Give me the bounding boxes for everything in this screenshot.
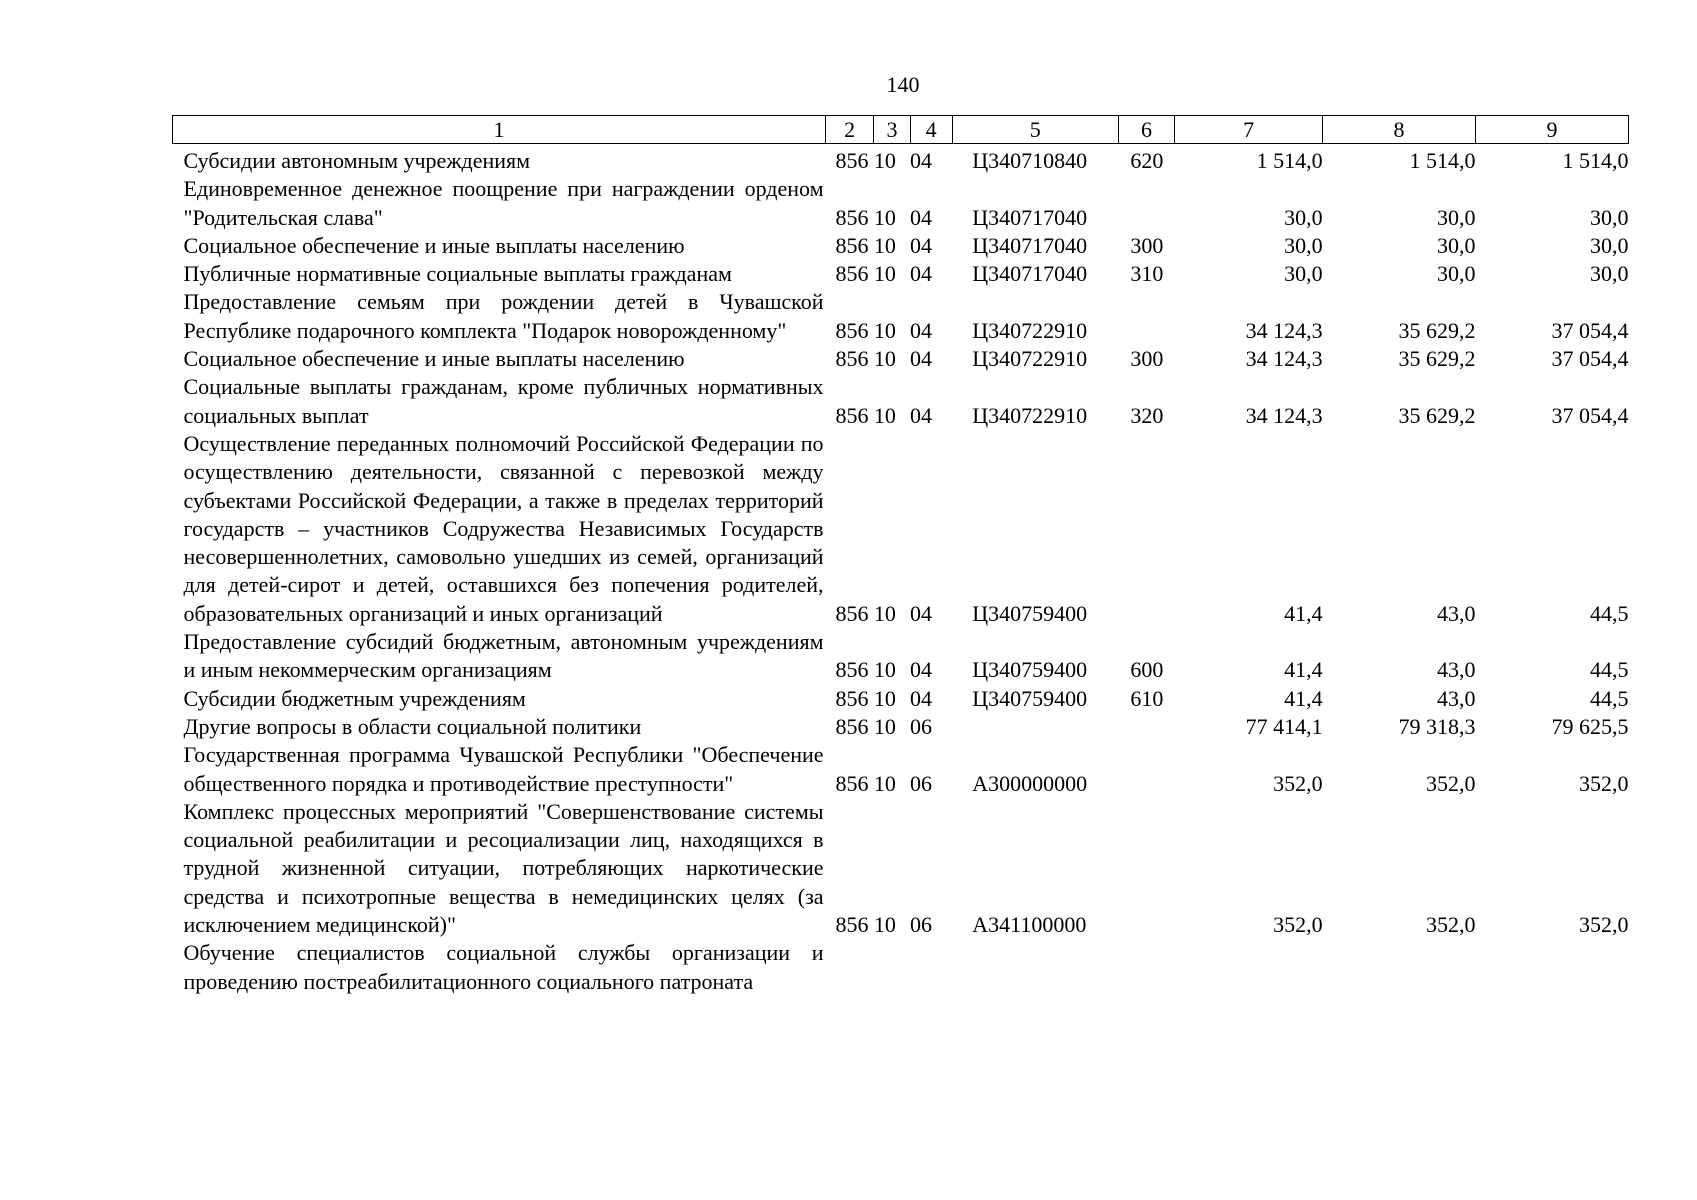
row-target-article-cell xyxy=(952,713,1118,741)
table-row xyxy=(173,798,1629,939)
column-header: 4 xyxy=(910,116,952,144)
row-amount-year1-cell: 41,4 xyxy=(1284,685,1323,711)
column-header: 1 xyxy=(173,116,826,144)
row-amount-year3-cell: 79 625,5 xyxy=(1551,713,1629,739)
row-expense-type-cell: 620 xyxy=(1130,148,1164,173)
row-amount-year1-cell: 1 514,0 xyxy=(1256,148,1323,173)
row-section-cell: 10 xyxy=(873,232,896,258)
row-subsection-cell: 04 xyxy=(910,402,933,428)
row-amount-year3-cell: 1 514,0 xyxy=(1562,148,1629,173)
row-name-cell: Государственная программа Чувашской Республики "Обеспечение общественного порядка и противодействие преступности" xyxy=(183,742,824,796)
row-amount-year3-cell: 37 054,4 xyxy=(1551,402,1629,428)
row-amount-year2-cell: 30,0 xyxy=(1437,232,1476,258)
row-grbs-cell: 856 xyxy=(835,600,869,626)
row-expense-type-cell: 320 xyxy=(1130,402,1164,428)
row-amount-year1-cell: 41,4 xyxy=(1284,657,1323,683)
table-header xyxy=(173,116,1629,144)
row-grbs-cell: 856 xyxy=(835,317,869,343)
row-subsection-cell: 04 xyxy=(910,232,933,258)
row-expense-type-cell xyxy=(1118,430,1174,628)
row-subsection-cell: 04 xyxy=(910,317,933,343)
row-expense-type-cell: 300 xyxy=(1130,346,1164,372)
table-row xyxy=(173,939,1629,996)
table-row xyxy=(173,713,1629,741)
row-expense-type-cell xyxy=(1118,288,1174,345)
row-grbs-cell: 856 xyxy=(835,685,869,711)
row-section-cell: 10 xyxy=(873,261,896,287)
row-amount-year1-cell: 30,0 xyxy=(1284,232,1323,258)
row-name-cell: Социальное обеспечение и иные выплаты населению xyxy=(183,232,685,258)
row-amount-year3-cell: 44,5 xyxy=(1590,685,1629,711)
row-target-article-cell: Ц340759400 xyxy=(972,600,1088,626)
row-amount-year2-cell: 43,0 xyxy=(1437,685,1476,711)
row-grbs-cell: 856 xyxy=(835,232,869,258)
row-section-cell: 10 xyxy=(873,713,896,739)
row-name-cell: Единовременное денежное поощрение при награждении орденом "Родительская слава" xyxy=(183,176,824,230)
row-section-cell: 10 xyxy=(873,317,896,343)
row-subsection-cell: 04 xyxy=(910,148,933,173)
row-section-cell: 10 xyxy=(873,770,896,796)
row-amount-year1-cell: 352,0 xyxy=(1273,770,1323,796)
table-row xyxy=(173,741,1629,798)
row-target-article-cell: Ц340759400 xyxy=(972,657,1088,683)
row-expense-type-cell xyxy=(1118,175,1174,232)
row-subsection-cell: 06 xyxy=(910,912,933,938)
row-amount-year2-cell: 35 629,2 xyxy=(1398,317,1476,343)
row-target-article-cell: Ц340722910 xyxy=(972,402,1088,428)
row-amount-year3-cell: 30,0 xyxy=(1590,204,1629,230)
row-target-article-cell: Ц340722910 xyxy=(972,346,1088,372)
row-amount-year2-cell: 35 629,2 xyxy=(1398,402,1476,428)
table-row xyxy=(173,175,1629,232)
row-target-article-cell: А300000000 xyxy=(972,770,1088,796)
row-expense-type-cell xyxy=(1118,713,1174,741)
column-header: 2 xyxy=(826,116,874,144)
row-amount-year3-cell: 37 054,4 xyxy=(1551,346,1629,372)
row-target-article-cell: Ц340759400 xyxy=(972,685,1088,711)
row-subsection-cell: 04 xyxy=(910,685,933,711)
table-row xyxy=(173,345,1629,373)
row-grbs-cell: 856 xyxy=(835,148,869,173)
row-amount-year2-cell: 1 514,0 xyxy=(1409,148,1476,173)
row-grbs-cell: 856 xyxy=(835,261,869,287)
row-grbs-cell: 856 xyxy=(835,657,869,683)
table-row xyxy=(173,373,1629,430)
row-amount-year3-cell: 30,0 xyxy=(1590,232,1629,258)
budget-table xyxy=(172,115,1629,996)
table-row xyxy=(173,260,1629,288)
row-subsection-cell: 06 xyxy=(910,713,933,739)
row-expense-type-cell xyxy=(1118,798,1174,939)
row-amount-year2-cell: 43,0 xyxy=(1437,600,1476,626)
row-section-cell: 10 xyxy=(873,204,896,230)
column-header: 7 xyxy=(1175,116,1323,144)
row-amount-year2-cell: 352,0 xyxy=(1426,912,1476,938)
row-section-cell: 10 xyxy=(873,346,896,372)
row-amount-year2-cell: 30,0 xyxy=(1437,204,1476,230)
column-header: 8 xyxy=(1323,116,1476,144)
row-section-cell: 10 xyxy=(873,148,896,173)
row-grbs-cell: 856 xyxy=(835,770,869,796)
row-amount-year2-cell: 35 629,2 xyxy=(1398,346,1476,372)
row-section-cell: 10 xyxy=(873,600,896,626)
row-amount-year3-cell: 352,0 xyxy=(1579,912,1629,938)
row-subsection-cell: 04 xyxy=(910,600,933,626)
row-amount-year2-cell: 30,0 xyxy=(1437,261,1476,287)
row-section-cell: 10 xyxy=(873,657,896,683)
table-row xyxy=(173,232,1629,260)
row-expense-type-cell: 600 xyxy=(1130,657,1164,683)
row-subsection-cell xyxy=(910,939,952,996)
row-name-cell: Предоставление субсидий бюджетным, автономным учреждениям и иным некоммерческим организациям xyxy=(183,629,824,683)
row-subsection-cell: 04 xyxy=(910,261,933,287)
row-expense-type-cell: 610 xyxy=(1130,685,1164,711)
row-expense-type-cell: 300 xyxy=(1130,232,1164,258)
row-amount-year1-cell: 77 414,1 xyxy=(1245,713,1323,739)
row-amount-year1-cell xyxy=(1175,939,1323,996)
row-grbs-cell: 856 xyxy=(835,402,869,428)
table-row xyxy=(173,288,1629,345)
row-amount-year1-cell: 41,4 xyxy=(1284,600,1323,626)
row-subsection-cell: 04 xyxy=(910,657,933,683)
row-amount-year2-cell: 43,0 xyxy=(1437,657,1476,683)
row-amount-year2-cell: 352,0 xyxy=(1426,770,1476,796)
row-target-article-cell: Ц340717040 xyxy=(972,261,1088,287)
row-section-cell: 10 xyxy=(873,402,896,428)
row-name-cell: Комплекс процессных мероприятий "Совершенствование системы социальной реабилитации и ресоциализации лиц, находящихся в трудной жизненной ситуации, потребляющих наркотические средства и психотропные вещества в немедицинских целях (за исключением медицинской)" xyxy=(183,798,824,938)
row-name-cell: Осуществление переданных полномочий Российской Федерации по осуществлению деятельности, связанной с перевозкой между субъектами Российской Федерации, а также в пределах территорий государств – участников Содружества Независимых Государств несовершеннолетних, самовольно ушедших из семей, организаций для детей-сирот и детей, оставшихся без попечения родителей, образовательных организаций и иных организаций xyxy=(183,430,824,626)
table-row xyxy=(173,430,1629,628)
row-section-cell: 10 xyxy=(873,685,896,711)
row-grbs-cell: 856 xyxy=(835,912,869,938)
row-amount-year3-cell: 44,5 xyxy=(1590,600,1629,626)
row-amount-year1-cell: 352,0 xyxy=(1273,912,1323,938)
row-amount-year1-cell: 30,0 xyxy=(1284,204,1323,230)
row-amount-year3-cell xyxy=(1476,939,1629,996)
row-amount-year1-cell: 34 124,3 xyxy=(1245,317,1323,343)
row-target-article-cell: Ц340717040 xyxy=(972,204,1088,230)
row-name-cell: Публичные нормативные социальные выплаты гражданам xyxy=(183,261,732,287)
row-grbs-cell xyxy=(826,939,874,996)
table-row xyxy=(173,628,1629,685)
row-amount-year2-cell xyxy=(1323,939,1476,996)
row-amount-year1-cell: 34 124,3 xyxy=(1245,346,1323,372)
table-row xyxy=(173,144,1629,176)
row-grbs-cell: 856 xyxy=(835,713,869,739)
row-subsection-cell: 04 xyxy=(910,346,933,372)
row-name-cell: Субсидии бюджетным учреждениям xyxy=(183,685,526,711)
row-amount-year3-cell: 352,0 xyxy=(1579,770,1629,796)
row-name-cell: Обучение специалистов социальной службы организации и проведению постреабилитационного социального патроната xyxy=(183,940,824,994)
table-body xyxy=(173,144,1629,996)
column-header: 3 xyxy=(874,116,910,144)
row-section-cell: 10 xyxy=(873,912,896,938)
row-amount-year1-cell: 30,0 xyxy=(1284,261,1323,287)
row-name-cell: Субсидии автономным учреждениям xyxy=(183,148,531,173)
row-target-article-cell: А341100000 xyxy=(972,912,1087,938)
table-row xyxy=(173,685,1629,713)
row-grbs-cell: 856 xyxy=(835,204,869,230)
column-header: 6 xyxy=(1118,116,1174,144)
row-target-article-cell: Ц340717040 xyxy=(972,232,1088,258)
row-target-article-cell xyxy=(952,939,1118,996)
row-name-cell: Другие вопросы в области социальной политики xyxy=(183,713,642,739)
page-number: 140 xyxy=(886,72,920,97)
row-amount-year1-cell: 34 124,3 xyxy=(1245,402,1323,428)
row-target-article-cell: Ц340710840 xyxy=(972,148,1088,173)
row-amount-year3-cell: 30,0 xyxy=(1590,261,1629,287)
row-name-cell: Социальные выплаты гражданам, кроме публичных нормативных социальных выплат xyxy=(183,374,824,428)
row-section-cell xyxy=(874,939,910,996)
row-amount-year2-cell: 79 318,3 xyxy=(1398,713,1476,739)
row-amount-year3-cell: 44,5 xyxy=(1590,657,1629,683)
row-subsection-cell: 06 xyxy=(910,770,933,796)
row-expense-type-cell: 310 xyxy=(1130,261,1164,287)
row-amount-year3-cell: 37 054,4 xyxy=(1551,317,1629,343)
column-header: 9 xyxy=(1476,116,1629,144)
row-name-cell: Предоставление семьям при рождении детей в Чувашской Республике подарочного комплекта "Подарок новорожденному" xyxy=(183,289,824,343)
row-target-article-cell: Ц340722910 xyxy=(972,317,1088,343)
row-expense-type-cell xyxy=(1118,939,1174,996)
row-grbs-cell: 856 xyxy=(835,346,869,372)
column-header: 5 xyxy=(952,116,1118,144)
row-subsection-cell: 04 xyxy=(910,204,933,230)
row-expense-type-cell xyxy=(1118,741,1174,798)
row-name-cell: Социальное обеспечение и иные выплаты населению xyxy=(183,346,685,372)
